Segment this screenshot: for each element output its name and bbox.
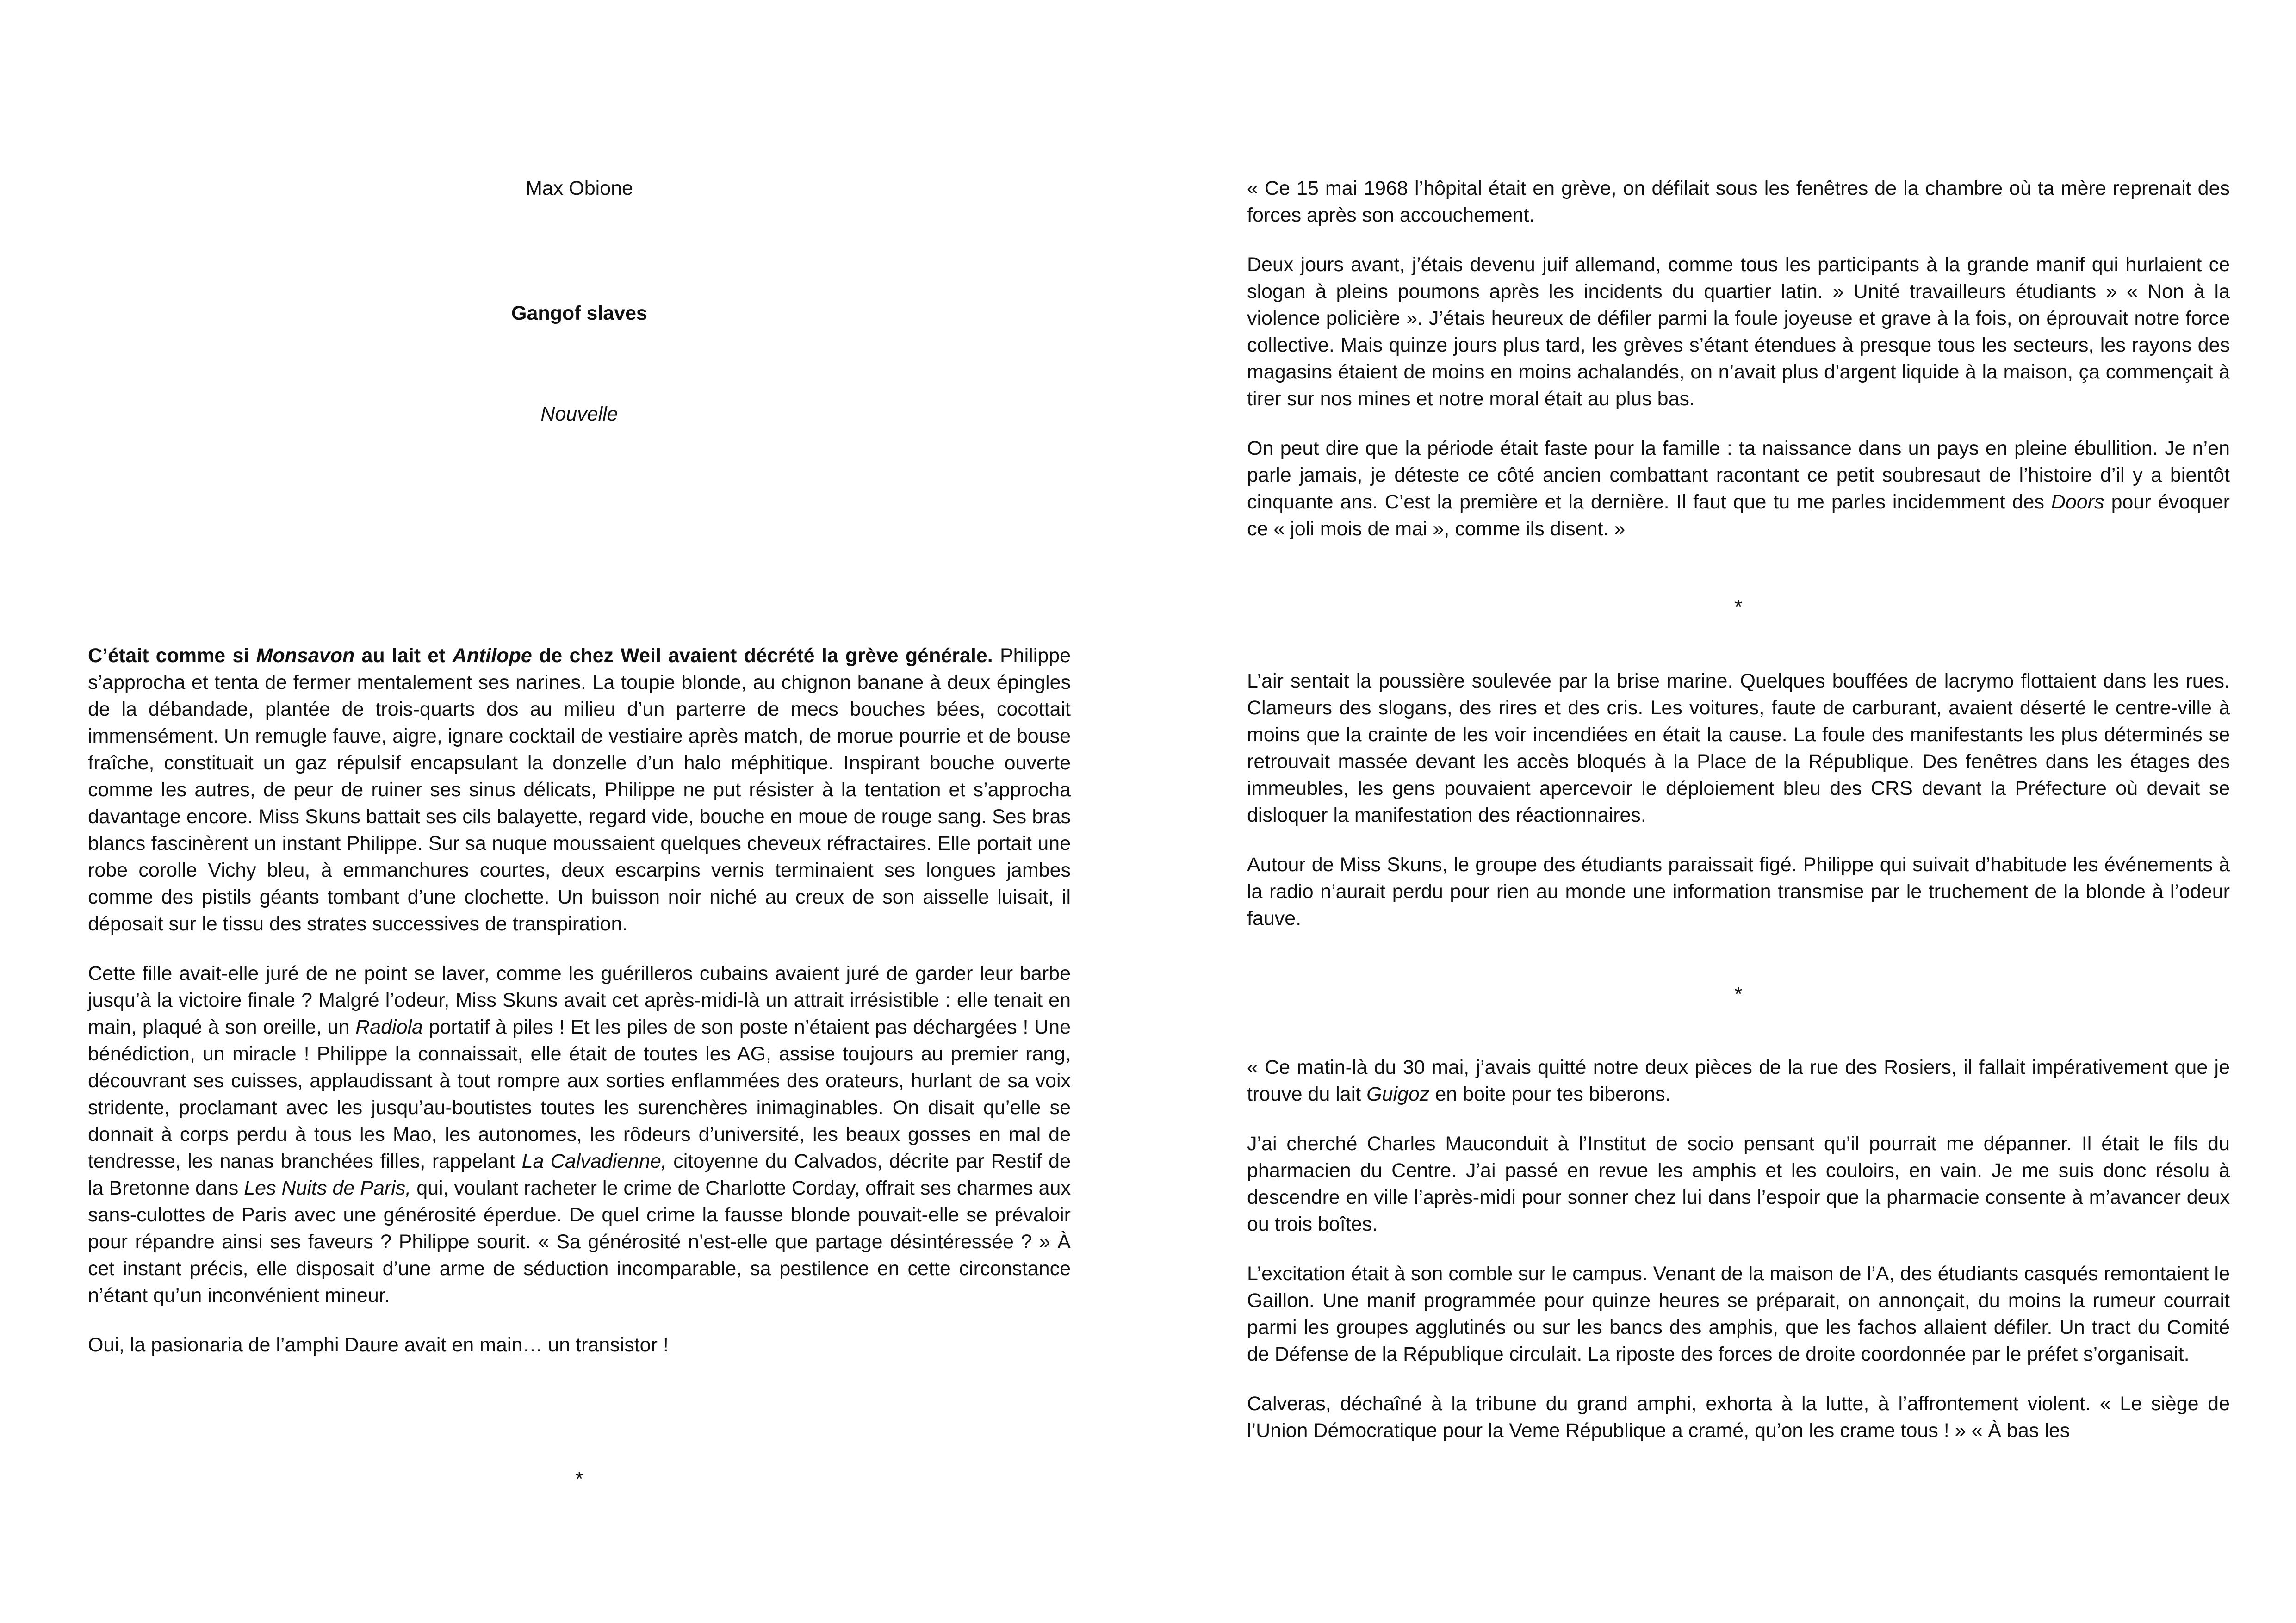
- text-run: « Ce matin-là du 30 mai, j’avais quitté notre deux pièces de la rue des Rosiers, il fallait impérativement que je trouve du lait: [1247, 1056, 2230, 1105]
- text-run: Calveras, déchaîné à la tribune du grand amphi, exhorta à la lutte, à l’affrontement violent. « Le siège de l’Union Démocratique pour la Veme République a cramé, qu’on les crame tous ! » « À bas les: [1247, 1393, 2230, 1442]
- story-title: Gangof slaves: [511, 302, 647, 324]
- right-text-block-3: [1247, 1054, 2230, 1444]
- author-name: Max Obione: [526, 177, 633, 199]
- paragraph: [1247, 1260, 2230, 1368]
- paragraph: [1247, 1130, 2230, 1238]
- text-run: J’ai cherché Charles Mauconduit à l’Institut de socio pensant qu’il pourrait me dépanner. Il était le fils du pharmacien du Centre. J’ai passé en revue les amphis et les couloirs, en vain. Je me suis donc résolu à descendre en ville l’après-midi pour sonner chez lui dans l’espoir que la pharmacie consente à m’avancer deux ou trois boîtes.: [1247, 1133, 2230, 1235]
- text-run: citoyenne du Calvados, décrite par Restif de la Bretonne dans: [88, 1150, 1071, 1199]
- text-run: Doors: [2051, 491, 2104, 513]
- text-run: Cette fille avait-elle juré de ne point se laver, comme les guérilleros cubains avaient juré de garder leur barbe jusqu’à la victoire finale ? Malgré l’odeur, Miss Skuns avait cet après-midi-là un attrait irrésistible : elle tenait en main, plaqué à son oreille, un: [88, 962, 1071, 1038]
- text-run: Les Nuits de Paris,: [244, 1177, 411, 1199]
- text-run: Philippe s’approcha et tenta de fermer mentalement ses narines. La toupie blonde, au chignon banane à deux épingles de la débandade, plantée de trois-quarts dos au milieu d’un parterre de mecs bouches bées, cocottait immensément. Un remugle fauve, aigre, ignare cocktail de vestiaire après match, de morue pourrie et de bouse fraîche, constituait un gaz répulsif encapsulant la donzelle d’un halo méphitique. Inspirant bouche ouverte comme les autres, de peur de ruiner ses sinus délicats, Philippe ne put résister à la tentation et s’approcha davantage encore. Miss Skuns battait ses cils balayette, regard vide, bouche en moue de rouge sang. Ses bras blancs fascinèrent un instant Philippe. Sur sa nuque moussaient quelques cheveux réfractaires. Elle portait une robe corolle Vichy bleu, à emmanchures courtes, deux escarpins vernis terminaient ses longues jambes comme des pistils géants tombant d’une clochette. Un buisson noir niché au creux de son aisselle luisait, il déposait sur le tissu des strates successives de transpiration.: [88, 644, 1071, 935]
- paragraph: [1247, 1390, 2230, 1444]
- left-page: [88, 0, 1071, 1623]
- paragraph: [1247, 175, 2230, 229]
- right-text-block-1: [1247, 175, 2230, 542]
- paragraph: [1247, 851, 2230, 932]
- text-run: qui, voulant racheter le crime de Charlotte Corday, offrait ses charmes aux sans-culottes de Paris avec une générosité éperdue. De quel crime la fausse blonde pouvait-elle se prévaloir pour répandre ainsi ses faveurs ? Philippe sourit. « Sa générosité n’est-elle que partage désintéressée ? » À cet instant précis, elle disposait d’une arme de séduction incomparable, sa pestilence en cette circonstance n’étant qu’un inconvénient mineur.: [88, 1177, 1071, 1307]
- text-run: en boite pour tes biberons.: [1429, 1083, 1671, 1105]
- paragraph: [88, 642, 1071, 937]
- text-run: portatif à piles ! Et les piles de son poste n’étaient pas déchargées ! Une bénédiction, un miracle ! Philippe la connaissait, elle était de toutes les AG, assise toujours au premier rang, découvrant ses cuisses, applaudissant à tout rompre aux sorties enflammées des orateurs, hurlant de sa voix stridente, proclamant avec les jusqu’au-boutistes toutes les surenchères inimaginables. On disait qu’elle se donnait à corps perdu à tous les Mao, les autonomes, les rôdeurs d’université, les beaux gosses en mal de tendresse, les nanas branchées filles, rappelant: [88, 1016, 1071, 1172]
- text-run: pour évoquer ce « joli mois de mai », comme ils disent. »: [1247, 491, 2230, 540]
- paragraph: [1247, 1054, 2230, 1108]
- text-run: Guigoz: [1366, 1083, 1430, 1105]
- text-run: C’était comme si: [88, 644, 256, 667]
- paragraph: [1247, 251, 2230, 412]
- section-separator: *: [1734, 596, 1743, 618]
- story-genre: Nouvelle: [540, 403, 618, 425]
- text-run: On peut dire que la période était faste pour la famille : ta naissance dans un pays en pleine ébullition. Je n’en parle jamais, je déteste ce côté ancien combattant racontant ce petit soubresaut de l’histoire d’il y a bientôt cinquante ans. C’est la première et la dernière. Il faut que tu me parles incidemment des: [1247, 437, 2230, 513]
- paragraph: [88, 1332, 1071, 1358]
- text-run: Autour de Miss Skuns, le groupe des étudiants paraissait figé. Philippe qui suivait d’habitude les événements à la radio n’aurait perdu pour rien au monde une information transmise par le truchement de la blonde à l’odeur fauve.: [1247, 854, 2230, 929]
- right-text-block-2: [1247, 668, 2230, 932]
- section-separator: *: [575, 1468, 583, 1490]
- text-run: L’excitation était à son comble sur le campus. Venant de la maison de l’A, des étudiants casqués remontaient le Gaillon. Une manif programmée pour quinze heures se préparait, on annonçait, du moins la rumeur courrait parmi les groupes agglutinés ou sur les bancs des amphis, que les fachos allaient défiler. Un tract du Comité de Défense de la République circulait. La riposte des forces de droite coordonnée par le préfet s’organisait.: [1247, 1263, 2230, 1365]
- section-separator: *: [1734, 983, 1743, 1005]
- text-run: L’air sentait la poussière soulevée par la brise marine. Quelques bouffées de lacrymo flottaient dans les rues. Clameurs des slogans, des rires et des cris. Les voitures, faute de carburant, avaient déserté le centre-ville à moins que la crainte de les voir incendiées en était la cause. La foule des manifestants les plus déterminés se retrouvait massée devant les accès bloqués à la Place de la République. Des fenêtres dans les étages des immeubles, les gens pouvaient apercevoir le déploiement bleu des CRS devant la Préfecture où devait se disloquer la manifestation des réactionnaires.: [1247, 670, 2230, 826]
- paragraph: [88, 960, 1071, 1309]
- text-run: Oui, la pasionaria de l’amphi Daure avait en main… un transistor !: [88, 1334, 669, 1356]
- text-run: au lait et: [354, 644, 453, 667]
- text-run: de chez Weil avaient décrété la grève générale.: [532, 644, 993, 667]
- text-run: Deux jours avant, j’étais devenu juif allemand, comme tous les participants à la grande manif qui hurlaient ce slogan à pleins poumons après les incidents du quartier latin. » Unité travailleurs étudiants » « Non à la violence policière ». J’étais heureux de défiler parmi la foule joyeuse et grave à la fois, on éprouvait notre force collective. Mais quinze jours plus tard, les grèves s’étant étendues à presque tous les secteurs, les rayons des magasins étaient de moins en moins achalandés, on n’avait plus d’argent liquide à la maison, ça commençait à tirer sur nos mines et notre moral était au plus bas.: [1247, 254, 2230, 410]
- left-body-text: [88, 642, 1071, 1358]
- paragraph: [1247, 668, 2230, 829]
- text-run: Antilope: [452, 644, 532, 667]
- right-page: [1247, 0, 2230, 1623]
- text-run: La Calvadienne,: [521, 1150, 667, 1172]
- paragraph: [1247, 435, 2230, 542]
- text-run: « Ce 15 mai 1968 l’hôpital était en grève, on défilait sous les fenêtres de la chambre où ta mère reprenait des forces après son accouchement.: [1247, 177, 2230, 226]
- text-run: Monsavon: [256, 644, 355, 667]
- text-run: Radiola: [355, 1016, 423, 1038]
